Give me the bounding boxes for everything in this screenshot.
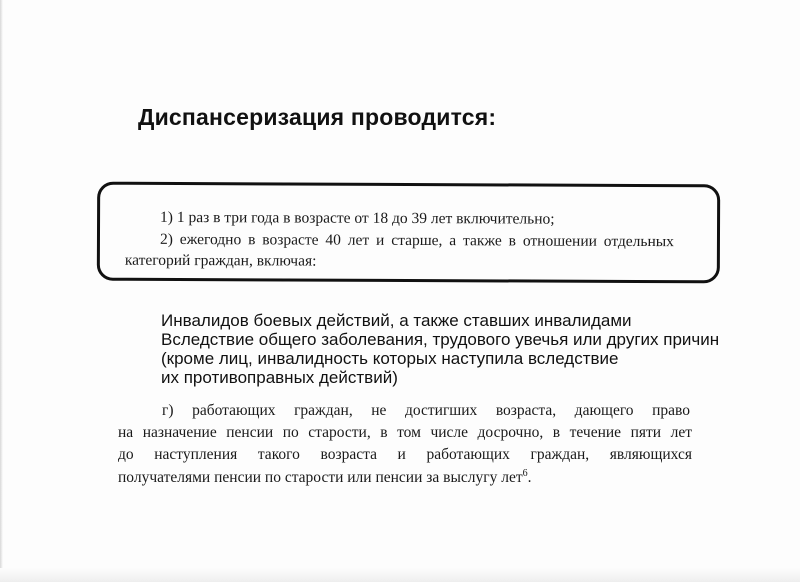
- scan-edge-shadow: [0, 0, 3, 582]
- page-title: Диспансеризация проводится:: [138, 104, 497, 130]
- paragraph-g-line-1: г) работающих граждан, не достигших возраста, дающего право: [162, 402, 690, 419]
- disabled-line-1: Инвалидов боевых действий, а также ставших инвалидами: [161, 311, 632, 330]
- disabled-line-4: их противоправных действий): [161, 368, 398, 387]
- footnote-marker: 6: [522, 468, 528, 479]
- scan-bottom-band: [0, 568, 800, 582]
- disabled-line-2: Вследствие общего заболевания, трудового увечья или других причин: [161, 330, 720, 349]
- paragraph-g-line-4: [118, 468, 532, 487]
- highlight-box: [97, 182, 720, 284]
- paragraph-g-end: .: [527, 469, 532, 487]
- box-line-1: 1) 1 раз в три года в возрасте от 18 до 39 лет включительно;: [160, 208, 555, 228]
- paragraph-g-line-2: на назначение пенсии по старости, в том числе досрочно, в течение пяти лет: [118, 424, 692, 441]
- box-line-2: 2) ежегодно в возрасте 40 лет и старше, а также в отношении отдельных: [159, 230, 674, 251]
- disabled-line-3: (кроме лиц, инвалидность которых наступила вследствие: [161, 349, 619, 368]
- paragraph-g-line-3: до наступления такого возраста и работающих граждан, являющихся: [118, 446, 692, 463]
- box-line-3: категорий граждан, включая:: [124, 251, 317, 270]
- paragraph-g-line-4-text: получателями пенсии по старости или пенсии за выслугу лет: [118, 469, 523, 487]
